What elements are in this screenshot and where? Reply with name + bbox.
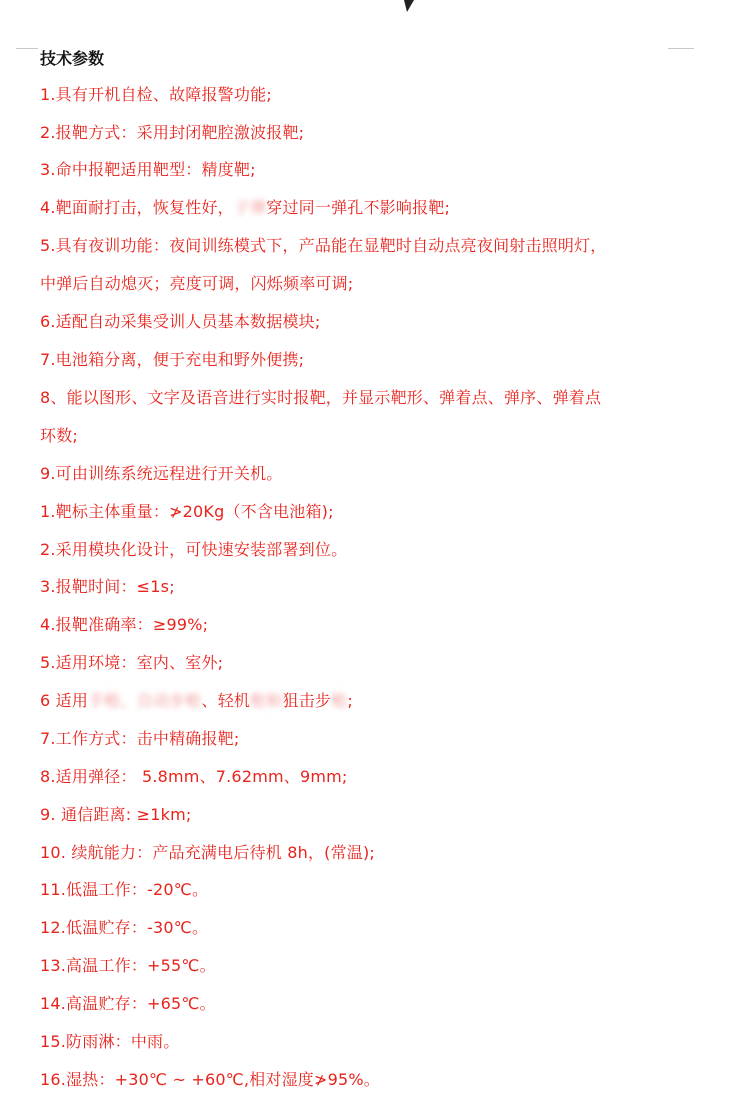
blurred-text: 子弹: [233, 198, 267, 217]
spec-line: 14.高温贮存：+65℃。: [40, 994, 216, 1013]
spec-line: [40, 197, 450, 219]
spec-line: 2.报靶方式：采用封闭靶腔激波报靶;: [40, 123, 305, 142]
blurred-text: 自动步枪: [136, 691, 202, 710]
top-edge-mark: [404, 0, 414, 12]
spec-line: 11.低温工作：-20℃。: [40, 880, 209, 899]
spec-line: 3.命中报靶适用靶型：精度靶;: [40, 160, 256, 179]
spec-line: 8、能以图形、文字及语音进行实时报靶，并显示靶形、弹着点、弹序、弹着点: [40, 388, 602, 407]
spec-line: 16.湿热：+30℃ ~ +60℃,相对湿度≯95%。: [40, 1070, 380, 1089]
spec-line: [40, 690, 353, 712]
spec-line: 9.可由训练系统远程进行开关机。: [40, 464, 283, 483]
spec-line: 1.具有开机自检、故障报警功能;: [40, 85, 272, 104]
spec-line: 7.电池箱分离，便于充电和野外便携;: [40, 350, 305, 369]
spec-line-part: 、轻机: [201, 691, 251, 710]
spec-line: 10. 续航能力：产品充满电后待机 8h，(常温);: [40, 843, 376, 862]
blurred-text: 枪: [331, 691, 348, 710]
spec-line: 3.报靶时间：≤1s;: [40, 577, 175, 596]
blurred-text: 枪和: [250, 691, 283, 710]
spec-line-part: 6 适用: [40, 691, 89, 710]
corner-rule-right: [668, 48, 694, 49]
spec-line-part: ;: [347, 691, 353, 710]
spec-line: 环数;: [40, 426, 78, 445]
spec-line: 1.靶标主体重量：≯20Kg（不含电池箱);: [40, 502, 334, 521]
spec-line-part: 4.靶面耐打击，恢复性好，: [40, 198, 234, 217]
spec-line: 13.高温工作：+55℃。: [40, 956, 216, 975]
spec-line: 4.报靶准确率：≥99%;: [40, 615, 209, 634]
spec-line: 9. 通信距离: ≥1km;: [40, 805, 192, 824]
spec-line: 中弹后自动熄灭；亮度可调，闪烁频率可调;: [40, 274, 354, 293]
blurred-text: 手枪、: [88, 691, 137, 710]
spec-line: 8.适用弹径： 5.8mm、7.62mm、9mm;: [40, 767, 348, 786]
spec-line: 5.适用环境：室内、室外;: [40, 653, 224, 672]
spec-line: 6.适配自动采集受训人员基本数据模块;: [40, 312, 321, 331]
spec-line: 12.低温贮存：-30℃。: [40, 918, 209, 937]
spec-line-part: 穿过同一弹孔不影响报靶;: [266, 198, 451, 217]
spec-line: 15.防雨淋：中雨。: [40, 1032, 180, 1051]
section-heading: 技术参数: [40, 49, 105, 68]
spec-line: 7.工作方式：击中精确报靶;: [40, 729, 240, 748]
spec-line-part: 狙击步: [282, 691, 332, 710]
spec-line: 2.采用模块化设计，可快速安装部署到位。: [40, 540, 348, 559]
spec-line: 5.具有夜训功能：夜间训练模式下，产品能在显靶时自动点亮夜间射击照明灯，: [40, 236, 607, 255]
corner-rule-left: [16, 48, 38, 49]
